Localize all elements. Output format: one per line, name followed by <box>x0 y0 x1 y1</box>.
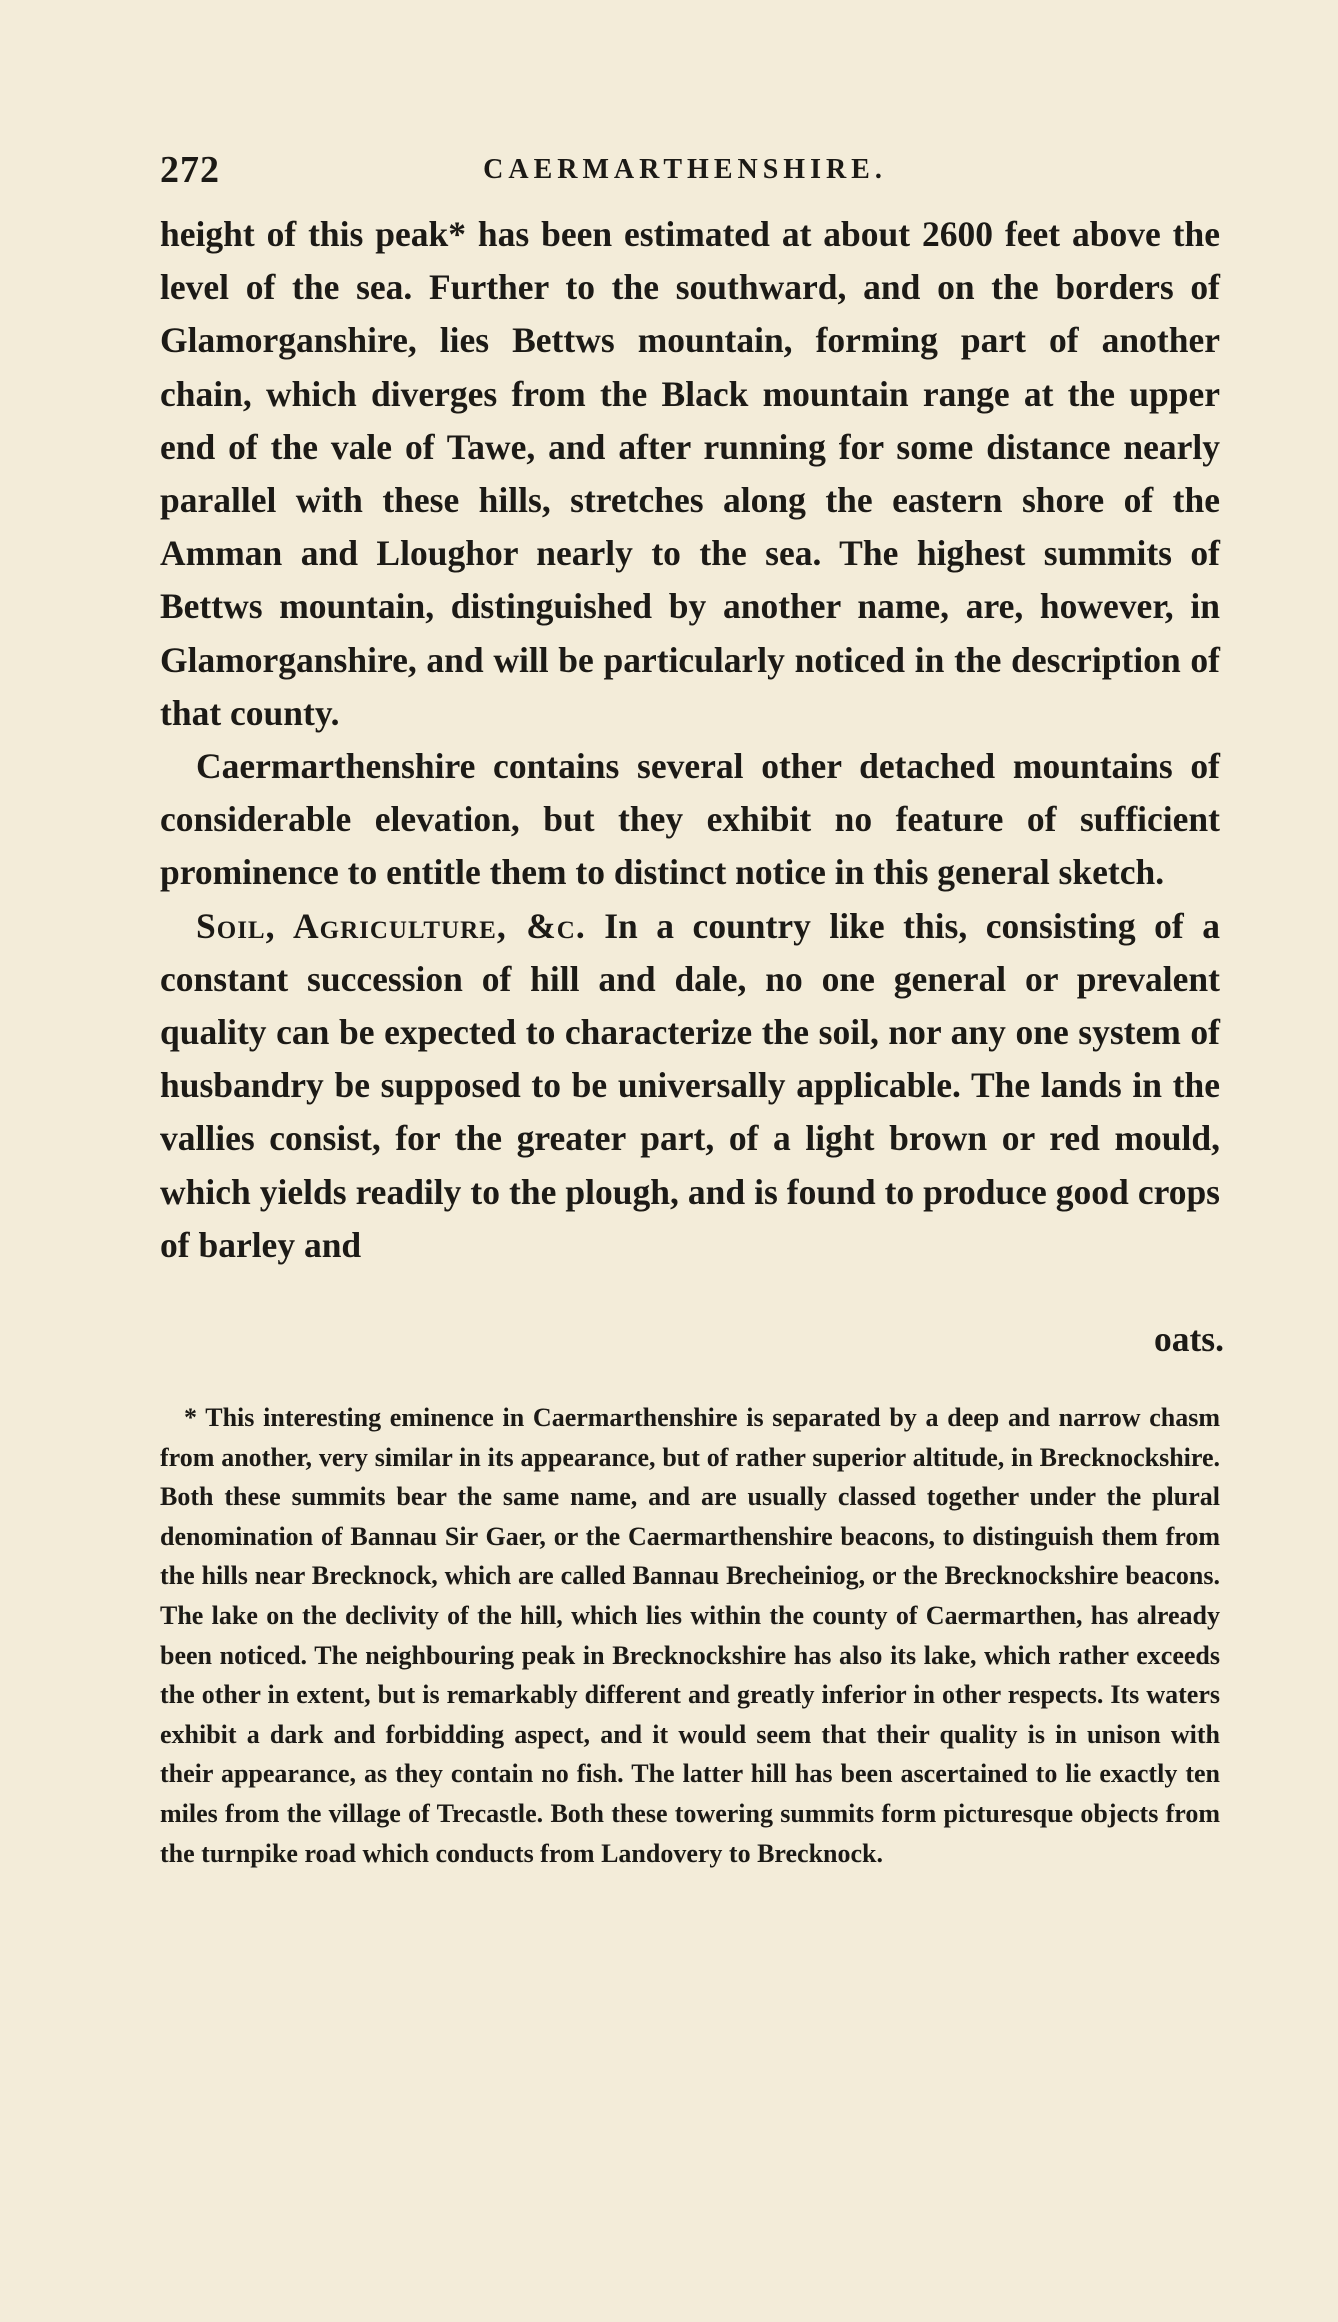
footnote-text: * This interesting eminence in Caermarthenshire is separated by a deep and narrow chasm from another, very similar in its appearance, but of rather superior altitude, in Brecknockshire. Both these summits bear the same name, and are usually classed together under the plural denomination of Bannau Sir Gaer, or the Caermarthenshire beacons, to distinguish them from the hills near Brecknock, which are called Bannau Brecheiniog, or the Brecknockshire beacons. The lake on the declivity of the hill, which lies within the county of Caermarthen, has already been noticed. The neighbouring peak in Brecknockshire has also its lake, which rather exceeds the other in extent, but is remarkably different and greatly inferior in other respects. Its waters exhibit a dark and forbidding aspect, and it would seem that their quality is in unison with their appearance, as they contain no fish. The latter hill has been ascertained to lie exactly ten miles from the village of Trecastle. Both these towering summits form picturesque objects from the turnpike road which conducts from Landovery to Brecknock. <box>160 1403 1220 1868</box>
paragraph-3-text: In a country like this, consisting of a constant succession of hill and dale, no one general or prevalent quality can be expected to characterize the soil, nor any one system of husbandry be supposed to be universally applicable. The lands in the vallies consist, for the greater part, of a light brown or red mould, which yields readily to the plough, and is found to produce good crops of barley and <box>160 905 1221 1265</box>
paragraph-2: Caermarthenshire contains several other detached mountains of considerable elevation, but they exhibit no feature of sufficient prominence to entitle them to distinct notice in this general sketch. <box>160 746 1220 893</box>
section-heading: Soil, Agriculture, &c. <box>196 905 586 946</box>
paragraph-1: height of this peak* has been estimated at about 2600 feet above the level of the sea. Further to the southward, and on the borders of Glamorganshire, lies Bettws mountain, forming part of another chain, which diverges from the Black mountain range at the upper end of the vale of Tawe, and after running for some distance nearly parallel with these hills, stretches along the eastern shore of the Amman and Lloughor nearly to the sea. The highest summits of Bettws mountain, distinguished by another name, are, however, in Glamorganshire, and will be particularly noticed in the description of that county. <box>160 214 1220 733</box>
footnote <box>160 1398 1220 1873</box>
main-text <box>160 208 1220 1272</box>
paragraph-3 <box>160 900 1220 1272</box>
running-title: CAERMARTHENSHIRE. <box>483 154 887 185</box>
page-number: 272 <box>160 149 220 191</box>
page-header <box>160 148 1210 192</box>
catchword: oats. <box>1153 1319 1224 1359</box>
